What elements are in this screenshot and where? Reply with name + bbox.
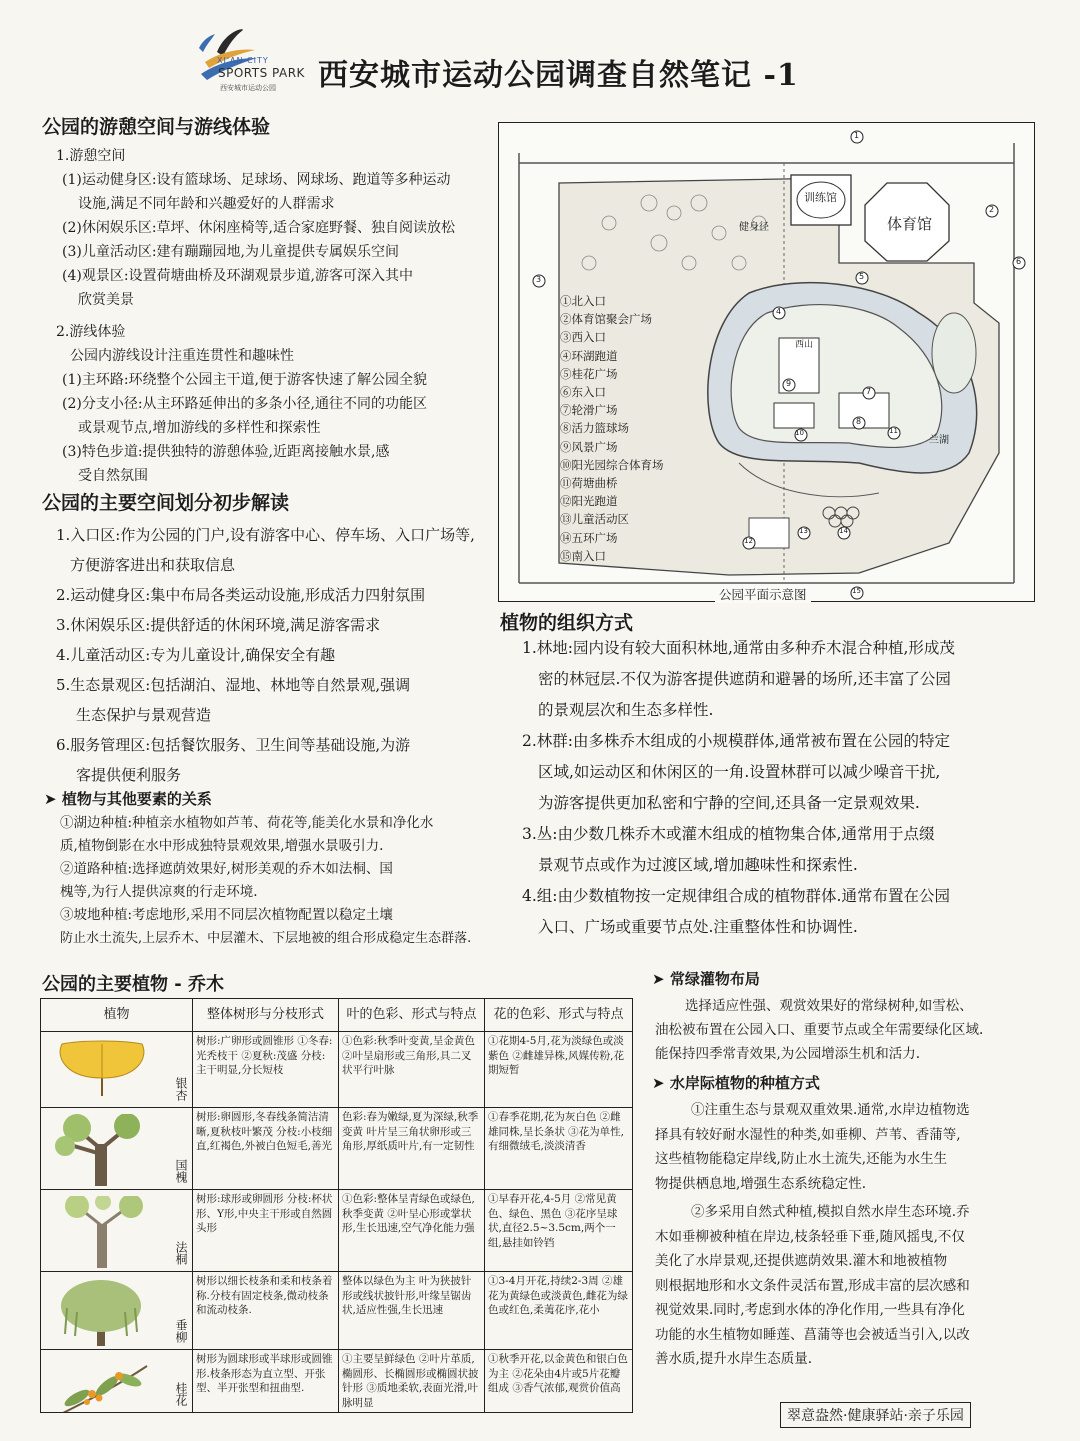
legend-item: ⑥东入口 [560, 385, 606, 400]
arrow-icon: ➤ [652, 1074, 665, 1092]
list-item: 或景观节点,增加游线的多样性和探索性 [78, 420, 321, 436]
table-row [41, 1272, 633, 1350]
logo-text-2: SPORTS PARK [218, 66, 305, 80]
label-training-hall: 训练馆 [804, 191, 837, 204]
column-header: 叶的色彩、形式与特点 [339, 999, 485, 1032]
list-item: 密的林冠层.不仅为游客提供遮荫和避暑的场所,还丰富了公园 [538, 670, 951, 688]
section-zoning-body [56, 520, 506, 790]
legend-item: ⑩阳光园综合体育场 [560, 457, 664, 472]
marker-11: 11 [889, 427, 898, 435]
marker-13: 13 [799, 527, 808, 535]
list-item: 3.休闲娱乐区:提供舒适的休闲环境,满足游客需求 [56, 616, 381, 634]
list-item: 生态保护与景观营造 [76, 706, 212, 724]
list-item: 2.运动健身区:集中布局各类运动设施,形成活力四射氛围 [56, 586, 426, 604]
marker-5: 5 [859, 272, 865, 281]
section-relations-body [60, 812, 538, 950]
legend-item: ⑬儿童活动区 [560, 512, 629, 527]
legend-item: ⑨风景广场 [560, 439, 618, 454]
legend-item: ②体育馆聚会广场 [560, 312, 652, 327]
legend-item: ⑦轮滑广场 [560, 403, 618, 418]
list-item: 2.林群:由多株乔木组成的小规模群体,通常被布置在公园的特定 [522, 732, 950, 750]
marker-1: 1 [854, 131, 860, 140]
plant-name: 国槐 [174, 1159, 188, 1183]
paragraph-line: 美化了水岸景观,还提供遮荫效果.灌木和地被植物 [655, 1253, 948, 1269]
paragraph-line: 木如垂柳被种植在岸边,枝条轻垂下垂,随风摇曳,不仅 [655, 1228, 965, 1245]
map-caption: 公园平面示意图 [715, 585, 811, 603]
plant-cell [41, 1108, 193, 1190]
section-evergreen-body [655, 994, 1035, 1066]
section-heading-evergreen [652, 968, 760, 989]
column-header: 整体树形与分枝形式 [193, 999, 339, 1032]
table-header-row [41, 999, 633, 1032]
arrow-icon: ➤ [652, 970, 665, 988]
column-header: 植物 [41, 999, 193, 1032]
plant-cell [41, 1350, 193, 1413]
plant-name: 银杏 [174, 1077, 188, 1101]
list-item: 方便游客进出和获取信息 [70, 556, 236, 574]
list-item: 1.入口区:作为公园的门户,设有游客中心、停车场、入口广场等, [56, 526, 475, 544]
list-item: 4.组:由少数植物按一定规律组合成的植物群体.通常布置在公园 [522, 887, 950, 905]
plane-tree-icon [47, 1196, 157, 1268]
marker-8: 8 [856, 417, 862, 426]
section-heading-recreation: 公园的游憩空间与游线体验 [42, 116, 271, 138]
plant-name: 法桐 [174, 1241, 188, 1265]
plant-name: 垂柳 [174, 1319, 188, 1343]
list-item: 景观节点或作为过渡区域,增加趣味性和探索性. [538, 856, 858, 874]
list-item: 质,植物倒影在水中形成独特景观效果,增强水景吸引力. [60, 838, 384, 854]
plant-cell [41, 1190, 193, 1272]
plant-table [40, 998, 633, 1413]
section-heading-zoning: 公园的主要空间划分初步解读 [42, 492, 290, 514]
paragraph-line: 则根据地形和水文条件灵活布置,形成丰富的层次感和 [655, 1277, 970, 1294]
heading-text: 植物与其他要素的关系 [61, 790, 212, 808]
marker-7: 7 [866, 387, 872, 396]
list-item: ③坡地种植:考虑地形,采用不同层次植物配置以稳定土壤 [60, 907, 393, 923]
marker-4: 4 [776, 307, 782, 316]
sub-heading: 2.游线体验 [56, 324, 126, 340]
label-fitness-path: 健身径 [739, 222, 769, 233]
marker-15: 15 [852, 587, 861, 595]
plant-cell [41, 1272, 193, 1350]
list-item: 为游客提供更加私密和宁静的空间,还具备一定景观效果. [538, 794, 920, 812]
legend-item: ①北入口 [560, 294, 606, 308]
paragraph-line: ①注重生态与景观双重效果.通常,水岸边植物选 [691, 1102, 970, 1118]
form-cell: 树形:卵圆形,冬春线条简洁清晰,夏秋枝叶繁茂 分枝:小枝细直,红褐色,外被白色短毛,善光 [193, 1108, 339, 1190]
table-row [41, 1108, 633, 1190]
section-organization-body [522, 633, 1042, 943]
paragraph-line: 择具有较好耐水湿性的种类,如垂柳、芦苇、香蒲等, [655, 1126, 961, 1143]
list-item: ②道路种植:选择遮荫效果好,树形美观的乔木如法桐、国 [60, 861, 393, 877]
flower-cell: ①秋季开花,以金黄色和银白色为主 ②花朵由4片或5片花瓣组成 ③香气浓郁,观赏价值高 [485, 1350, 633, 1413]
section-heading-plants: 公园的主要植物 - 乔木 [42, 974, 225, 995]
marker-9: 9 [786, 379, 792, 388]
table-row [41, 1190, 633, 1272]
list-item: 的景观层次和生态多样性. [538, 701, 714, 719]
heading-text: 常绿灌物布局 [669, 970, 760, 988]
list-item: 6.服务管理区:包括餐饮服务、卫生间等基础设施,为游 [56, 736, 411, 754]
list-item: 1.林地:园内设有较大面积林地,通常由多种乔木混合种植,形成茂 [522, 639, 955, 657]
logo-text-3: 西安城市运动公园 [220, 84, 276, 92]
legend-item: ⑧活力篮球场 [560, 421, 629, 436]
leaf-cell: ①色彩:秋季叶变黄,呈金黄色 ②叶呈扇形或三角形,具二叉状平行叶脉 [339, 1032, 485, 1108]
paragraph-line: 这些植物能稳定岸线,防止水土流失,还能为水生生 [655, 1151, 948, 1167]
leaf-cell: 整体以绿色为主 叶为狭披针形或线状披针形,叶缘呈锯齿状,适应性强,生长迅速 [339, 1272, 485, 1350]
paragraph-line: 功能的水生植物如睡莲、菖蒲等也会被适当引入,以改 [655, 1326, 970, 1343]
list-item: 5.生态景观区:包括湖泊、湿地、林地等自然景观,强调 [56, 676, 411, 694]
section-heading-organization: 植物的组织方式 [500, 612, 634, 634]
legend-item: ⑫阳光跑道 [560, 494, 618, 509]
list-item: (3)特色步道:提供独特的游憩体验,近距离接触水景,感 [62, 444, 390, 460]
list-item: 区域,如运动区和休闲区的一角.设置林群可以减少噪音干扰, [538, 763, 941, 781]
plant-name: 桂花 [174, 1382, 188, 1406]
sophora-tree-icon [47, 1114, 157, 1186]
form-cell: 树形:广卵形或圆锥形 ①冬春:光秃枝干 ②夏秋:茂盛 分枝:主干明显,分长短枝 [193, 1032, 339, 1108]
legend-item: ⑪荷塘曲桥 [560, 476, 618, 491]
list-item: 防止水土流失,上层乔木、中层灌木、下层地被的组合形成稳定生态群落. [60, 931, 472, 946]
footer-tagline: 翠意盎然·健康驿站·亲子乐园 [780, 1402, 971, 1428]
willow-tree-icon [47, 1278, 157, 1346]
list-item: 入口、广场或重要节点处.注重整体性和协调性. [538, 918, 858, 936]
label-gymnasium: 体育馆 [887, 215, 933, 233]
marker-10: 10 [795, 429, 804, 437]
table-row [41, 1032, 633, 1108]
list-item: 客提供便利服务 [76, 766, 182, 784]
section-recreation-body [56, 144, 496, 488]
arrow-icon: ➤ [44, 790, 57, 808]
section-heading-waterside [652, 1072, 820, 1093]
legend-item: ③西入口 [560, 330, 606, 345]
list-item: 3.丛:由少数几株乔木或灌木组成的植物集合体,通常用于点缀 [522, 825, 935, 843]
section-waterside-body [655, 1098, 1040, 1372]
legend-item: ④环湖跑道 [560, 348, 618, 363]
flower-cell: ①春季花期,花为灰白色 ②雌雄同株,呈长条状 ③花为单性,有细微绒毛,淡淡清香 [485, 1108, 633, 1190]
list-item: 受自然氛围 [78, 468, 148, 484]
flower-cell: ①花期4-5月,花为淡绿色或淡紫色 ②雌雄异株,风媒传粉,花期短暂 [485, 1032, 633, 1108]
osmanthus-branch-icon [47, 1356, 157, 1413]
list-item: 欣赏美景 [78, 292, 134, 308]
leaf-cell: ①主要呈鲜绿色 ②叶片革质,椭圆形、长椭圆形或椭圆状披针形 ③质地柔软,表面光滑,叶脉明显 [339, 1350, 485, 1413]
ginkgo-leaf-icon [47, 1038, 157, 1098]
list-item: (1)主环路:环绕整个公园主干道,便于游客快速了解公园全貌 [62, 372, 427, 388]
table-row [41, 1350, 633, 1413]
leaf-cell: 色彩:春为嫩绿,夏为深绿,秋季变黄 叶片呈三角状卵形或三角形,厚纸质叶片,有一定韧性 [339, 1108, 485, 1190]
page-title: 西安城市运动公园调查自然笔记 -1 [318, 58, 799, 93]
form-cell: 树形以细长枝条和柔和枝条着称.分枝有固定枝条,微动枝条和流动枝条. [193, 1272, 339, 1350]
sub-heading: 1.游憩空间 [56, 148, 126, 164]
flower-cell: ①早春开花,4-5月 ②常见黄色、绿色、黑色 ③花序呈球状,直径2.5~3.5cm,两个一组,悬挂如铃铛 [485, 1190, 633, 1272]
marker-6: 6 [1016, 257, 1022, 266]
paragraph-line: 善水质,提升水岸生态质量. [655, 1351, 813, 1367]
section-heading-relations [44, 788, 212, 809]
map-legend [560, 292, 664, 565]
list-item: (1)运动健身区:设有篮球场、足球场、网球场、跑道等多种运动 [62, 172, 451, 188]
heading-text: 水岸际植物的种植方式 [669, 1074, 820, 1092]
list-item: 槐等,为行人提供凉爽的行走环境. [60, 884, 258, 900]
legend-item: ⑤桂花广场 [560, 366, 618, 381]
list-item: (2)分支小径:从主环路延伸出的多条小径,通往不同的功能区 [62, 396, 427, 412]
list-item: 公园内游线设计注重连贯性和趣味性 [70, 348, 294, 364]
label-lan-lake: 兰湖 [929, 435, 949, 446]
paragraph-line: ②多采用自然式种植,模拟自然水岸生态环境.乔 [691, 1204, 970, 1220]
list-item: ①湖边种植:种植亲水植物如芦苇、荷花等,能美化水景和净化水 [60, 815, 434, 831]
label-west-hill: 西山 [795, 340, 814, 350]
flower-cell: ①3-4月开花,持续2-3周 ②雄花为黄绿色或淡黄色,雌花为绿色或红色,柔荑花序,花小 [485, 1272, 633, 1350]
form-cell: 树形:球形或卵圆形 分枝:杯状形、Y形,中央主干形或自然圆头形 [193, 1190, 339, 1272]
column-header: 花的色彩、形式与特点 [485, 999, 633, 1032]
list-item: (2)休闲娱乐区:草坪、休闲座椅等,适合家庭野餐、独自阅读放松 [62, 220, 455, 236]
form-cell: 树形为圆球形或半球形或圆锥形.枝条形态为直立型、开张型、半开张型和扭曲型. [193, 1350, 339, 1413]
list-item: (3)儿童活动区:建有蹦蹦园地,为儿童提供专属娱乐空间 [62, 244, 399, 260]
leaf-cell: ①色彩:整体呈青绿色或绿色,秋季变黄 ②叶呈心形或掌状形,生长迅速,空气净化能力强 [339, 1190, 485, 1272]
legend-item: ⑭五环广场 [560, 530, 618, 545]
list-item: (4)观景区:设置荷塘曲桥及环湖观景步道,游客可深入其中 [62, 268, 413, 284]
marker-12: 12 [744, 537, 753, 545]
logo-text-1: XI'AN CITY [217, 56, 269, 65]
marker-3: 3 [536, 275, 542, 284]
legend-item: ⑮南入口 [560, 548, 606, 563]
marker-14: 14 [839, 527, 848, 535]
paragraph-line: 选择适应性强、观赏效果好的常绿树种,如雪松、 [685, 998, 973, 1014]
plant-cell [41, 1032, 193, 1108]
paragraph-line: 视觉效果.同时,考虑到水体的净化作用,一些具有净化 [655, 1302, 965, 1318]
list-item: 设施,满足不同年龄和兴趣爱好的人群需求 [78, 196, 335, 212]
paragraph-line: 油松被布置在公园入口、重要节点或全年需要绿化区域. [655, 1022, 984, 1038]
list-item: 4.儿童活动区:专为儿童设计,确保安全有趣 [56, 646, 336, 664]
paragraph-line: 物提供栖息地,增强生态系统稳定性. [655, 1175, 867, 1192]
marker-2: 2 [989, 205, 995, 214]
paragraph-line: 能保持四季常青效果,为公园增添生机和活力. [655, 1046, 921, 1062]
